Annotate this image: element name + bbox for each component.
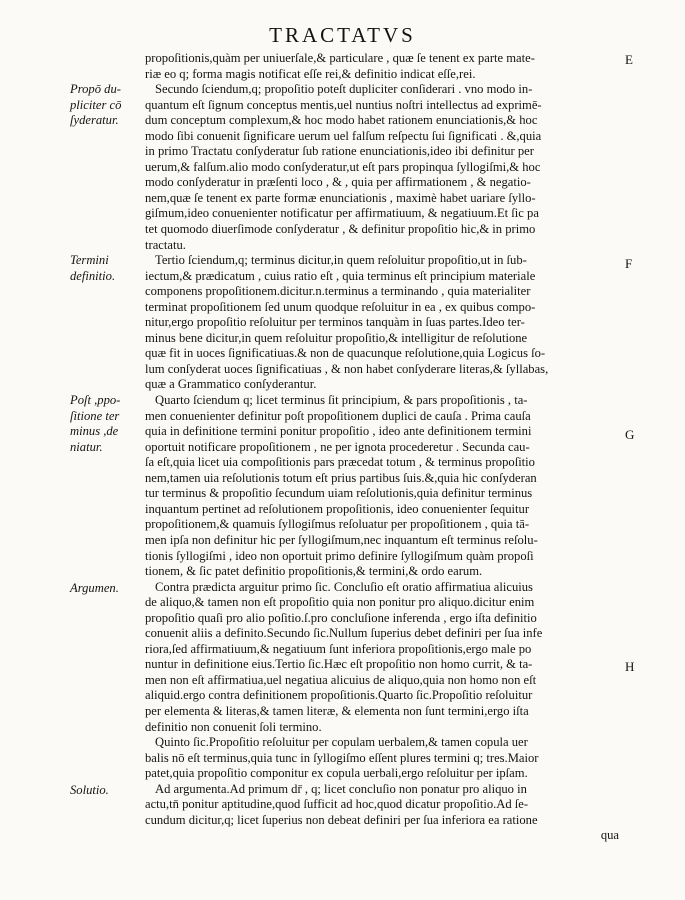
text-line: dum conceptum complexum,& hoc modo habet rationem enunciationis,& hoc (145, 113, 538, 128)
margin-letter-f: F (625, 256, 633, 271)
text-line: quæ a Grammatico conſyderantur. (145, 377, 317, 392)
catchword: qua (600, 828, 619, 843)
text-line: quia in definitione termini ponitur propoſitio , ideo ante definitionem termini (145, 424, 532, 439)
text-line: men non eſt affirmatiua,uel negatiua alicuius de aliquo,quia non homo non eſt (145, 672, 537, 687)
margin-letter-e: E (625, 52, 633, 67)
gloss-line: Propō du- (70, 82, 121, 96)
text-line: propoſitio quaſi pro alio poſitio.ſ.pro concluſione inferenda , ergo iſta definitio (145, 610, 537, 625)
text-line: tionem, & ſic patet definitio propoſitionis,& termini,& ordo earum. (145, 564, 483, 579)
text-line: inquantum pertinet ad reſolutionem propoſitionis, ideo conuenienter ſequitur (145, 501, 530, 516)
text-line: oportuit notificare propoſitionem , ne per ignota procederetur . Secunda cau- (145, 439, 530, 454)
text-line: riæ eo q; forma magis notificat eſſe rei,& definitio indicat eſſe,rei. (145, 66, 476, 81)
text-line: nitur,ergo propoſitio reſoluitur per terminos tanquàm in ſuas partes.Ideo ter- (145, 315, 525, 330)
gloss-line: minus ,de (70, 424, 119, 439)
text-line: propoſitionem,& quamuis ſyllogiſmus reſoluatur per propoſitionem , quia tā- (145, 517, 530, 532)
gloss-line: ſyderatur. (70, 113, 119, 128)
gloss-propositio-dupliciter (70, 82, 142, 129)
gloss-termini-definitio (70, 253, 142, 284)
text-line: tur terminus & propoſitio ſecundum uiam reſolutionis,quia definitur terminus (145, 486, 533, 501)
margin-letter-h: H (625, 659, 635, 674)
text-line: Quarto ſciendum q; licet terminus ſit principium, & pars propoſitionis , ta- (155, 393, 528, 408)
text-line: Secundo ſciendum,q; propoſitio poteſt dupliciter conſiderari . vno modo in- (155, 82, 533, 97)
text-line: modo ſibi conuenit ſignificare uerum uel falſum reſpectu ſui ſignificati . &,quia (145, 128, 542, 143)
text-line: propoſitionis,quàm per uniuerſale,& particulare , quæ ſe tenent ex parte mate- (145, 51, 535, 65)
gloss-line: definitio. (70, 268, 116, 283)
text-line: per elementa & literas,& tamen literæ, & elementa non ſunt termini,ergo iſta (145, 703, 529, 718)
text-line: patet,quia propoſitio componitur ex copula uerbali,ergo reſoluitur per ipſam. (145, 766, 528, 781)
text-line: nem,quæ ſe tenent ex parte formæ enunciationis , maximè habet uariare ſyllo- (145, 190, 536, 205)
text-line: tet quomodo diuerſimode conſyderatur , & definitur propoſitio hic,& in primo (145, 222, 536, 237)
main-text-block (145, 51, 625, 844)
text-line: componens propoſitionem.dicitur.n.terminus a terminando , quia materialiter (145, 284, 531, 299)
text-line: tionis ſyllogiſmi , ideo non oportuit primo definire ſyllogiſmum quàm propoſi (145, 548, 534, 563)
text-line: men ipſa non definitur hic per ſyllogiſmum,nec inquantum eſt terminus reſolu- (145, 532, 538, 547)
text-line: modo conſyderatur in præſenti loco , & , quia per affirmationem , & negatio- (145, 175, 531, 190)
text-line: aliquid.ergo contra definitionem propoſitionis.Quarto ſic.Propoſitio reſoluitur (145, 688, 533, 703)
text-line: Ad argumenta.Ad primum dr̄ , q; licet concluſio non ponatur pro aliquo in (155, 781, 527, 796)
margin-letter-g: G (625, 427, 635, 442)
text-line: uerum,& falſum.alio modo conſyderatur,ut eſt pars propinqua ſyllogiſmi,& hoc (145, 159, 541, 174)
gloss-line: Argumen. (70, 581, 119, 595)
gloss-line: Poſt ,ppo- (70, 393, 121, 407)
text-line: Quinto ſic.Propoſitio reſoluitur per copulam uerbalem,& tamen copula uer (155, 735, 528, 750)
text-line: quantum eſt ſignum conceptus mentis,uel nuntius noſtri intellectus ad exprimē- (145, 97, 542, 112)
text-line: Contra prædicta arguitur primo ſic. Concluſio eſt oratio affirmatiua alicuius (155, 579, 533, 594)
text-line: actu,tn̄ ponitur aptitudine,quod ſufficit ad hoc,quod dicatur propoſitio.Ad ſe- (145, 797, 529, 812)
gloss-line: pliciter cō (70, 97, 122, 112)
text-line: quæ fit in uoces ſignificatiuas.& non de quacunque reſolutione,quia Logicus ſo- (145, 346, 546, 361)
gloss-solutio (70, 783, 142, 799)
gloss-line: Solutio. (70, 783, 109, 797)
gloss-line: niatur. (70, 439, 103, 454)
text-line: ſa eſt,quia licet uia compoſitionis pars præcedat totum , & terminus propoſitio (145, 455, 535, 470)
text-line: minus bene dicitur,in quem reſoluitur propoſitio,& intelligitur de reſolutione (145, 330, 528, 345)
text-line: lum conſyderat uoces ſignificatiuas , & non habet conſyderare literas,& ſyllabas, (145, 361, 549, 376)
gloss-line: Termini (70, 253, 109, 267)
text-line: cundum dicitur,q; licet ſuperius non debeat definiri per ſua inferiora ea ratione (145, 812, 538, 827)
text-line: men conuenienter definitur poſt propoſitionem duplici de cauſa . Prima cauſa (145, 408, 531, 423)
gloss-line: ſitione ter (70, 408, 120, 423)
text-line: in primo Tractatu conſyderatur ſub ratione enunciationis,ideo ibi definitur per (145, 144, 534, 159)
text-line: terminat propoſitionem ſed unum quodque reſoluitur in ea , ex quibus compo- (145, 299, 536, 314)
text-line: giſmum,ideo conuenienter notificatur per affirmatiuum, & negatiuum.Et ſic pa (145, 206, 539, 221)
text-line: conuenit aliis a definito.Secundo ſic.Nullum ſuperius debet definiri per ſua infe (145, 626, 543, 641)
text-line: nem,tamen uia reſolutionis totum eſt prius partibus ſuis.&,quia hic conſyderan (145, 470, 537, 485)
gloss-post-propositionem (70, 393, 142, 455)
text-line: de aliquo,& tamen non eſt propoſitio quia non ponitur pro aliquo.dicitur enim (145, 595, 535, 610)
text-line: nuntur in definitione eius.Tertio ſic.Hæc eſt propoſitio non homo currit, & ta- (145, 657, 533, 672)
text-line: tractatu. (145, 237, 186, 252)
text-line: iectum,& prædicatum , cuius ratio eſt , quia terminus eſt principium materiale (145, 268, 536, 283)
text-line: definitio non conuenit ſoli termino. (145, 719, 322, 734)
text-line: balis nō eſt terminus,quia tunc in ſyllogiſmo eſſent plures termini q; tres.Maior (145, 750, 539, 765)
text-line: Tertio ſciendum,q; terminus dicitur,in quem reſoluitur propoſitio,ut in ſub- (155, 253, 527, 268)
text-line: riora,ſed affirmatiuum,& negatiuum ſunt inferiora propoſitionis,ergo male po (145, 641, 532, 656)
gloss-argumenta (70, 581, 142, 597)
running-title: TRACTATVS (269, 23, 416, 47)
